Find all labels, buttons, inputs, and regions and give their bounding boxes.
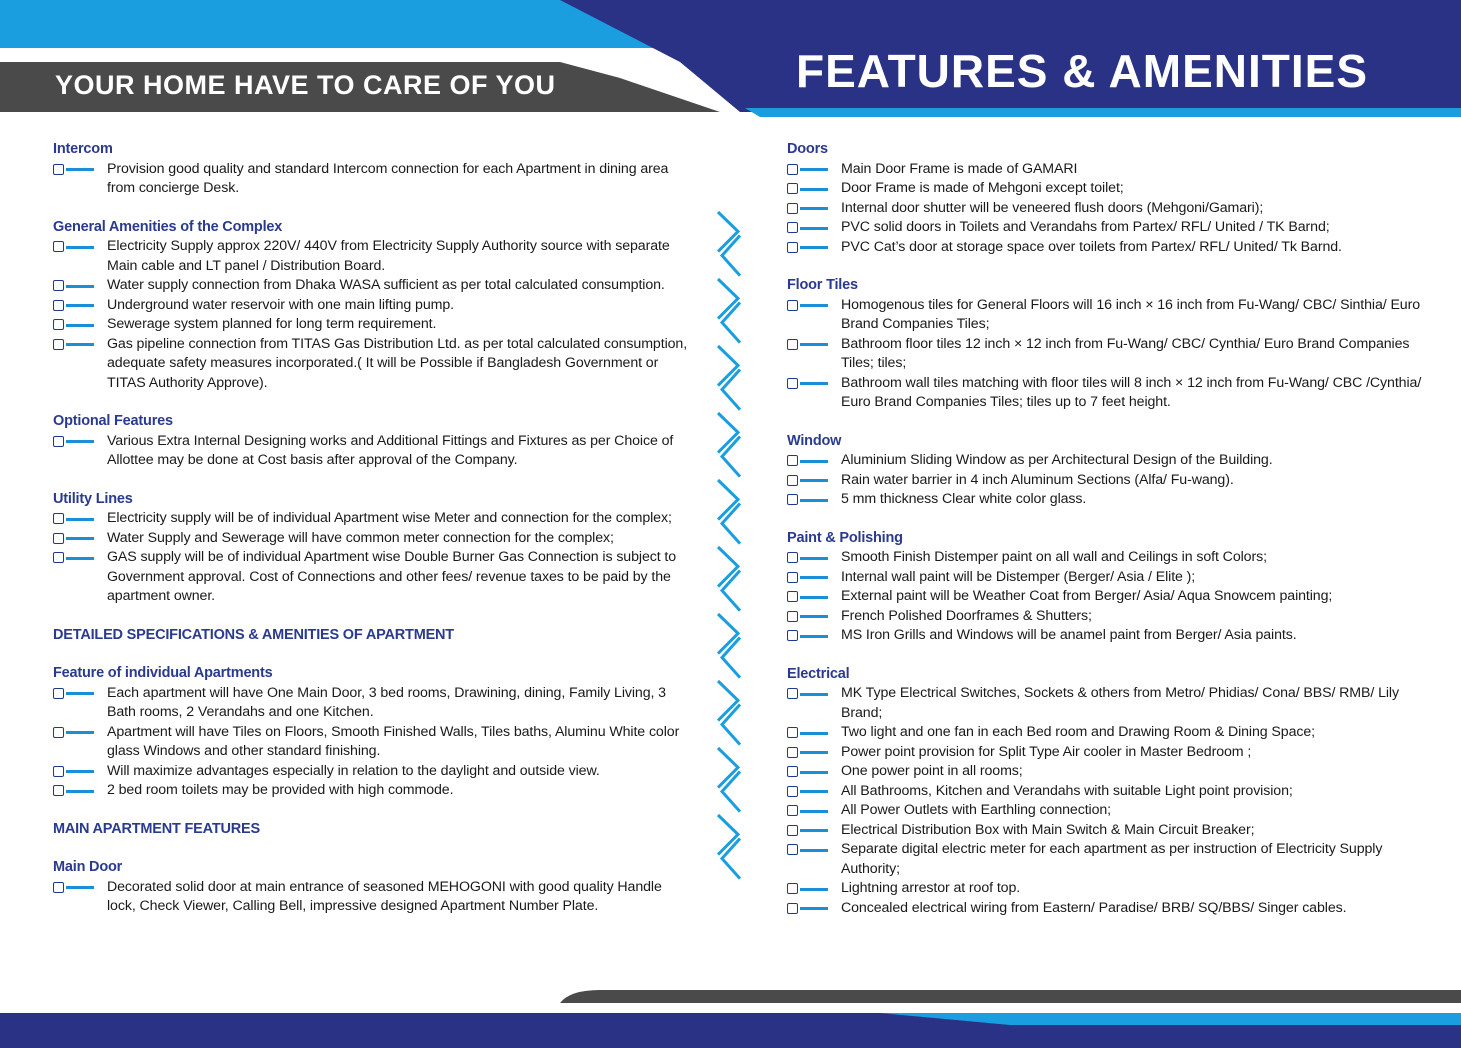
feature-list (787, 451, 1427, 510)
list-item-text: Bathroom floor tiles 12 inch × 12 inch from Fu-Wang/ CBC/ Cynthia/ Euro Brand Companies Tiles; tiles; (841, 335, 1410, 371)
checkbox-bullet-icon (787, 203, 829, 215)
list-item (787, 548, 1427, 568)
checkbox-bullet-icon (787, 300, 829, 312)
list-item-text: Homogenous tiles for General Floors will 16 inch × 16 inch from Fu-Wang/ CBC/ Sinthia/ Euro Brand Companies Tiles; (841, 296, 1421, 332)
list-item (787, 568, 1427, 588)
section-main-apartment-features (53, 820, 693, 840)
list-item-text: 2 bed room toilets may be provided with high commode. (107, 782, 454, 798)
list-item-text: Internal wall paint will be Distemper (Berger/ Asia / Elite ); (841, 568, 1196, 585)
section-title: General Amenities of the Complex (53, 218, 283, 235)
checkbox-bullet-icon (53, 688, 95, 700)
list-item (53, 237, 693, 276)
checkbox-bullet-icon (787, 494, 829, 506)
list-item (53, 723, 693, 762)
checkbox-bullet-icon (787, 630, 829, 642)
checkbox-bullet-icon (53, 533, 95, 545)
list-item (787, 160, 1427, 180)
list-item-text: Main Door Frame is made of GAMARI (841, 160, 1078, 177)
feature-list (53, 160, 693, 199)
list-item-text: Water Supply and Sewerage will have common meter connection for the complex; (107, 529, 614, 546)
checkbox-bullet-icon (787, 339, 829, 351)
header-tagline: YOUR HOME HAVE TO CARE OF YOU (55, 70, 556, 100)
list-item-text: Concealed electrical wiring from Eastern/ Paradise/ BRB/ SQ/BBS/ Singer cables. (841, 899, 1347, 916)
section-optional-features (53, 412, 693, 471)
checkbox-bullet-icon (787, 591, 829, 603)
section-title: Intercom (53, 141, 113, 157)
feature-list (53, 432, 693, 471)
checkbox-bullet-icon (787, 164, 829, 176)
chevron-icon (718, 614, 740, 678)
section-feature-of-individual-apartments (53, 664, 693, 801)
list-item (787, 723, 1427, 743)
list-item-text: Provision good quality and standard Intercom connection for each Apartment in dining area from concierge Desk. (107, 160, 669, 196)
list-item (787, 587, 1427, 607)
list-item (787, 684, 1427, 723)
section-paint-polishing (787, 529, 1427, 646)
list-item (53, 315, 693, 335)
list-item (53, 548, 693, 607)
chevron-icon (718, 815, 740, 879)
section-title: Optional Features (53, 413, 173, 429)
checkbox-bullet-icon (53, 241, 95, 253)
list-item (787, 879, 1427, 899)
list-item (53, 276, 693, 296)
section-title: Electrical (787, 665, 850, 682)
section-title: Doors (787, 141, 828, 157)
checkbox-bullet-icon (53, 300, 95, 312)
checkbox-bullet-icon (787, 688, 829, 700)
list-item-text: Electricity Supply approx 220V/ 440V from Electricity Supply Authority source with separate Main cable and LT panel / Distribution Board. (107, 238, 670, 274)
checkbox-bullet-icon (787, 552, 829, 564)
checkbox-bullet-icon (53, 766, 95, 778)
checkbox-bullet-icon (787, 378, 829, 390)
section-title: Main Door (53, 859, 123, 875)
list-item-text: Will maximize advantages especially in relation to the daylight and outside view. (107, 762, 600, 779)
list-item (787, 782, 1427, 802)
feature-list (787, 684, 1427, 918)
checkbox-bullet-icon (53, 785, 95, 797)
checkbox-bullet-icon (787, 883, 829, 895)
list-item (787, 801, 1427, 821)
list-item-text: Electricity supply will be of individual Apartment wise Meter and connection for the complex; (107, 510, 672, 526)
checkbox-bullet-icon (787, 222, 829, 234)
list-item (787, 607, 1427, 627)
list-item-text: PVC Cat’s door at storage space over toilets from Partex/ RFL/ United/ Tk Barnd. (841, 238, 1342, 255)
feature-list (53, 509, 693, 607)
list-item-text: Rain water barrier in 4 inch Aluminum Sections (Alfa/ Fu-wang). (841, 471, 1234, 488)
list-item (787, 471, 1427, 491)
list-item-text: All Bathrooms, Kitchen and Verandahs with suitable Light point provision; (841, 782, 1293, 799)
chevron-icon (718, 748, 740, 812)
list-item (787, 238, 1427, 258)
list-item-text: Each apartment will have One Main Door, 3 bed rooms, Drawining, dining, Family Living, 3 Bath rooms, 2 Verandahs and one Kitchen. (107, 684, 666, 720)
page-title: FEATURES & AMENITIES (796, 45, 1369, 97)
feature-list (787, 548, 1427, 646)
list-item-text: Smooth Finish Distemper paint on all wall and Ceilings in soft Colors; (841, 549, 1267, 565)
checkbox-bullet-icon (787, 825, 829, 837)
checkbox-bullet-icon (787, 572, 829, 584)
left-column (53, 140, 693, 917)
list-item-text: Power point provision for Split Type Air cooler in Master Bedroom ; (841, 743, 1252, 760)
list-item-text: MS Iron Grills and Windows will be anamel paint from Berger/ Asia paints. (841, 627, 1297, 643)
list-item (53, 335, 693, 394)
checkbox-bullet-icon (787, 766, 829, 778)
feature-list (53, 878, 693, 917)
section-general-amenities-of-the-complex (53, 218, 693, 394)
list-item (53, 878, 693, 917)
list-item (787, 335, 1427, 374)
checkbox-bullet-icon (787, 805, 829, 817)
checkbox-bullet-icon (787, 475, 829, 487)
section-title: Feature of individual Apartments (53, 665, 273, 681)
checkbox-bullet-icon (53, 280, 95, 292)
checkbox-bullet-icon (53, 513, 95, 525)
checkbox-bullet-icon (53, 319, 95, 331)
chevron-icon (718, 681, 740, 745)
feature-list (787, 296, 1427, 413)
list-item-text: Aluminium Sliding Window as per Architectural Design of the Building. (841, 452, 1273, 468)
chevron-icon (718, 480, 740, 544)
list-item (53, 684, 693, 723)
section-window (787, 432, 1427, 510)
list-item (53, 762, 693, 782)
list-item-text: Door Frame is made of Mehgoni except toilet; (841, 180, 1124, 196)
checkbox-bullet-icon (787, 183, 829, 195)
section-doors (787, 140, 1427, 257)
list-item (787, 374, 1427, 413)
footer-banner (0, 985, 1461, 1048)
chevron-icon (718, 212, 740, 276)
list-item-text: Sewerage system planned for long term requirement. (107, 316, 437, 332)
checkbox-bullet-icon (53, 882, 95, 894)
checkbox-bullet-icon (787, 611, 829, 623)
checkbox-bullet-icon (53, 727, 95, 739)
checkbox-bullet-icon (53, 436, 95, 448)
checkbox-bullet-icon (787, 903, 829, 915)
list-item (53, 509, 693, 529)
checkbox-bullet-icon (787, 455, 829, 467)
list-item (787, 218, 1427, 238)
section-main-door (53, 858, 693, 917)
list-item-text: MK Type Electrical Switches, Sockets & others from Metro/ Phidias/ Cona/ BBS/ RMB/ Lily Brand; (841, 685, 1399, 721)
list-item (787, 490, 1427, 510)
chevron-icon (718, 413, 740, 477)
list-item (787, 743, 1427, 763)
list-item-text: Gas pipeline connection from TITAS Gas Distribution Ltd. as per total calculated consumption, adequate safety measures incorporated.( It will be Possible if Bangladesh Government or TITAS Authority Approve). (107, 335, 688, 391)
list-item (787, 821, 1427, 841)
list-item (53, 529, 693, 549)
section-floor-tiles (787, 276, 1427, 413)
list-item-text: Separate digital electric meter for each apartment as per instruction of Electricity Supply Authority; (841, 841, 1383, 877)
list-item (787, 840, 1427, 879)
list-item-text: French Polished Doorframes & Shutters; (841, 607, 1092, 624)
list-item-text: Two light and one fan in each Bed room and Drawing Room & Dining Space; (841, 724, 1315, 740)
section-title: Paint & Polishing (787, 529, 903, 546)
list-item (787, 199, 1427, 219)
list-item-text: External paint will be Weather Coat from Berger/ Asia/ Aqua Snowcem painting; (841, 588, 1333, 604)
checkbox-bullet-icon (787, 747, 829, 759)
list-item (787, 899, 1427, 919)
list-item (787, 179, 1427, 199)
checkbox-bullet-icon (787, 242, 829, 254)
list-item (53, 432, 693, 471)
section-intercom (53, 140, 693, 199)
section-title: Utility Lines (53, 490, 133, 507)
list-item-text: Apartment will have Tiles on Floors, Smooth Finished Walls, Tiles baths, Aluminu White color glass Windows and other standard finishing. (107, 723, 680, 759)
list-item-text: Decorated solid door at main entrance of seasoned MEHOGONI with good quality Handle lock, Check Viewer, Calling Bell, impressive designed Apartment Number Plate. (107, 878, 662, 914)
checkbox-bullet-icon (787, 786, 829, 798)
list-item-text: All Power Outlets with Earthling connection; (841, 802, 1112, 818)
chevron-icon (718, 279, 740, 343)
list-item (53, 781, 693, 801)
list-item-text: Internal door shutter will be veneered flush doors (Mehgoni/Gamari); (841, 199, 1264, 216)
feature-list (787, 160, 1427, 258)
list-item-text: Lightning arrestor at roof top. (841, 880, 1021, 896)
list-item (787, 626, 1427, 646)
feature-list (53, 684, 693, 801)
checkbox-bullet-icon (53, 552, 95, 564)
list-item-text: Electrical Distribution Box with Main Switch & Main Circuit Breaker; (841, 821, 1255, 838)
checkbox-bullet-icon (787, 727, 829, 739)
section-title: MAIN APARTMENT FEATURES (53, 820, 260, 837)
chevron-icon (718, 346, 740, 410)
list-item-text: Underground water reservoir with one main lifting pump. (107, 296, 454, 313)
list-item-text: 5 mm thickness Clear white color glass. (841, 491, 1087, 507)
list-item (787, 762, 1427, 782)
right-column (787, 140, 1427, 918)
section-title: DETAILED SPECIFICATIONS & AMENITIES OF APARTMENT (53, 626, 454, 643)
list-item (787, 296, 1427, 335)
list-item-text: Water supply connection from Dhaka WASA sufficient as per total calculated consumption. (107, 277, 665, 293)
section-title: Floor Tiles (787, 277, 858, 293)
checkbox-bullet-icon (787, 844, 829, 856)
list-item-text: GAS supply will be of individual Apartment wise Double Burner Gas Connection is subject to Government approval. Cost of Connections and other fees/ revenue taxes to be paid by the apartment owner. (107, 549, 677, 604)
section-detailed-specifications-amenities-of-apartment (53, 626, 693, 646)
feature-list (53, 237, 693, 393)
chevron-divider (716, 210, 742, 880)
checkbox-bullet-icon (53, 339, 95, 351)
list-item (53, 160, 693, 199)
section-title: Window (787, 432, 842, 449)
list-item-text: One power point in all rooms; (841, 763, 1023, 779)
chevron-icon (718, 547, 740, 611)
list-item (53, 296, 693, 316)
section-utility-lines (53, 490, 693, 607)
list-item-text: Bathroom wall tiles matching with floor tiles will 8 inch × 12 inch from Fu-Wang/ CBC /Cynthia/ Euro Brand Companies Tiles; tiles up to 7 feet height. (841, 374, 1422, 410)
list-item (787, 451, 1427, 471)
list-item-text: Various Extra Internal Designing works and Additional Fittings and Fixtures as per Choice of Allottee may be done at Cost basis after approval of the Company. (107, 432, 674, 468)
list-item-text: PVC solid doors in Toilets and Verandahs from Partex/ RFL/ United / TK Barnd; (841, 219, 1330, 235)
checkbox-bullet-icon (53, 164, 95, 176)
section-electrical (787, 665, 1427, 919)
